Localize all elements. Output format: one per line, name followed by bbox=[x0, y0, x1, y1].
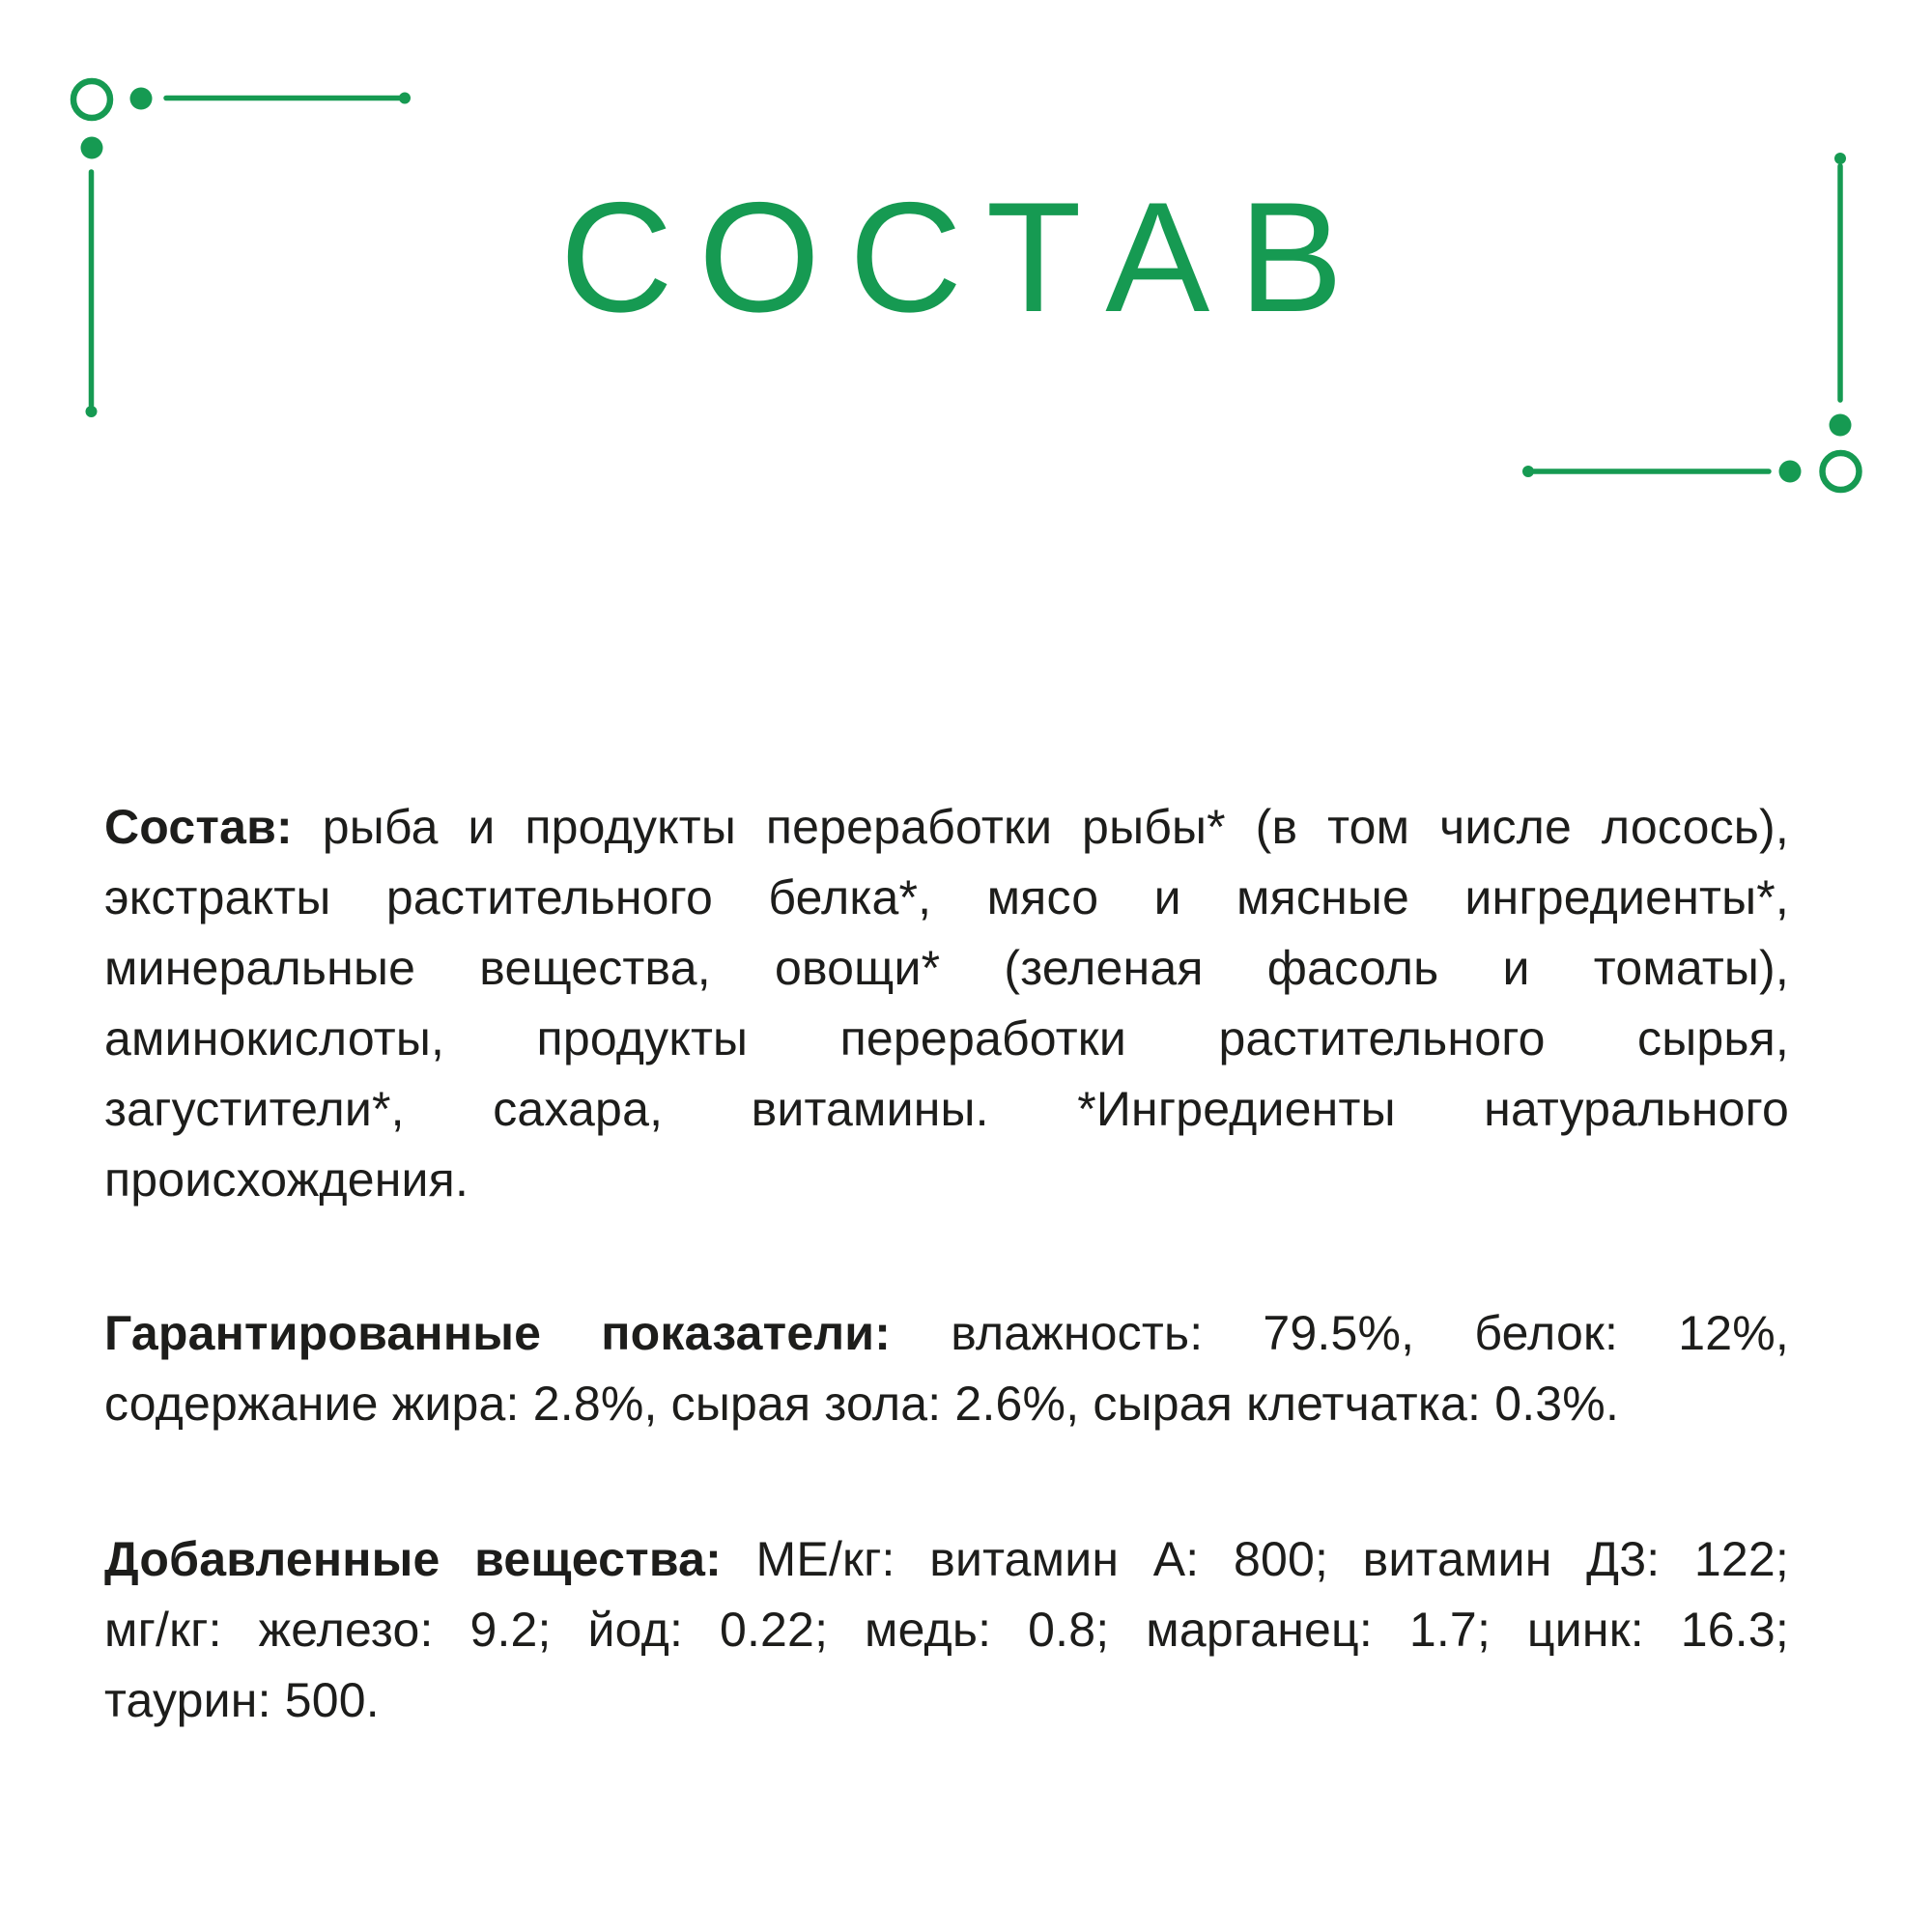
text-line bbox=[104, 1524, 1789, 1595]
added-substances-paragraph bbox=[104, 1524, 1789, 1736]
text-line: загустители*, сахара, витамины. *Ингредиенты натурального bbox=[104, 1082, 1789, 1136]
text-line: минеральные вещества, овощи* (зеленая фасоль и томаты), bbox=[104, 941, 1789, 995]
composition-heading: Состав: bbox=[104, 800, 293, 854]
text-segment: МЕ/кг: витамин А: 800; витамин Д3: 122; bbox=[721, 1532, 1789, 1586]
text-line: содержание жира: 2.8%, сырая зола: 2.6%, сырая клетчатка: 0.3%. bbox=[104, 1377, 1620, 1431]
text-line bbox=[104, 792, 1789, 863]
guaranteed-analysis-heading: Гарантированные показатели: bbox=[104, 1306, 892, 1360]
page-title: СОСТАВ bbox=[559, 170, 1373, 345]
guaranteed-analysis-paragraph bbox=[104, 1298, 1789, 1439]
composition-paragraph bbox=[104, 792, 1789, 1215]
text-line: экстракты растительного белка*, мясо и мясные ингредиенты*, bbox=[104, 870, 1789, 924]
label-text-content bbox=[104, 792, 1789, 1736]
text-line: мг/кг: железо: 9.2; йод: 0.22; медь: 0.8; марганец: 1.7; цинк: 16.3; bbox=[104, 1603, 1789, 1657]
text-line: таурин: 500. bbox=[104, 1673, 380, 1727]
text-line bbox=[104, 1298, 1789, 1369]
added-substances-heading: Добавленные вещества: bbox=[104, 1532, 722, 1586]
text-line: аминокислоты, продукты переработки растительного сырья, bbox=[104, 1011, 1789, 1065]
text-segment: влажность: 79.5%, белок: 12%, bbox=[891, 1306, 1789, 1360]
text-segment: рыба и продукты переработки рыбы* (в том числе лосось), bbox=[292, 800, 1789, 854]
text-line: происхождения. bbox=[104, 1152, 469, 1207]
